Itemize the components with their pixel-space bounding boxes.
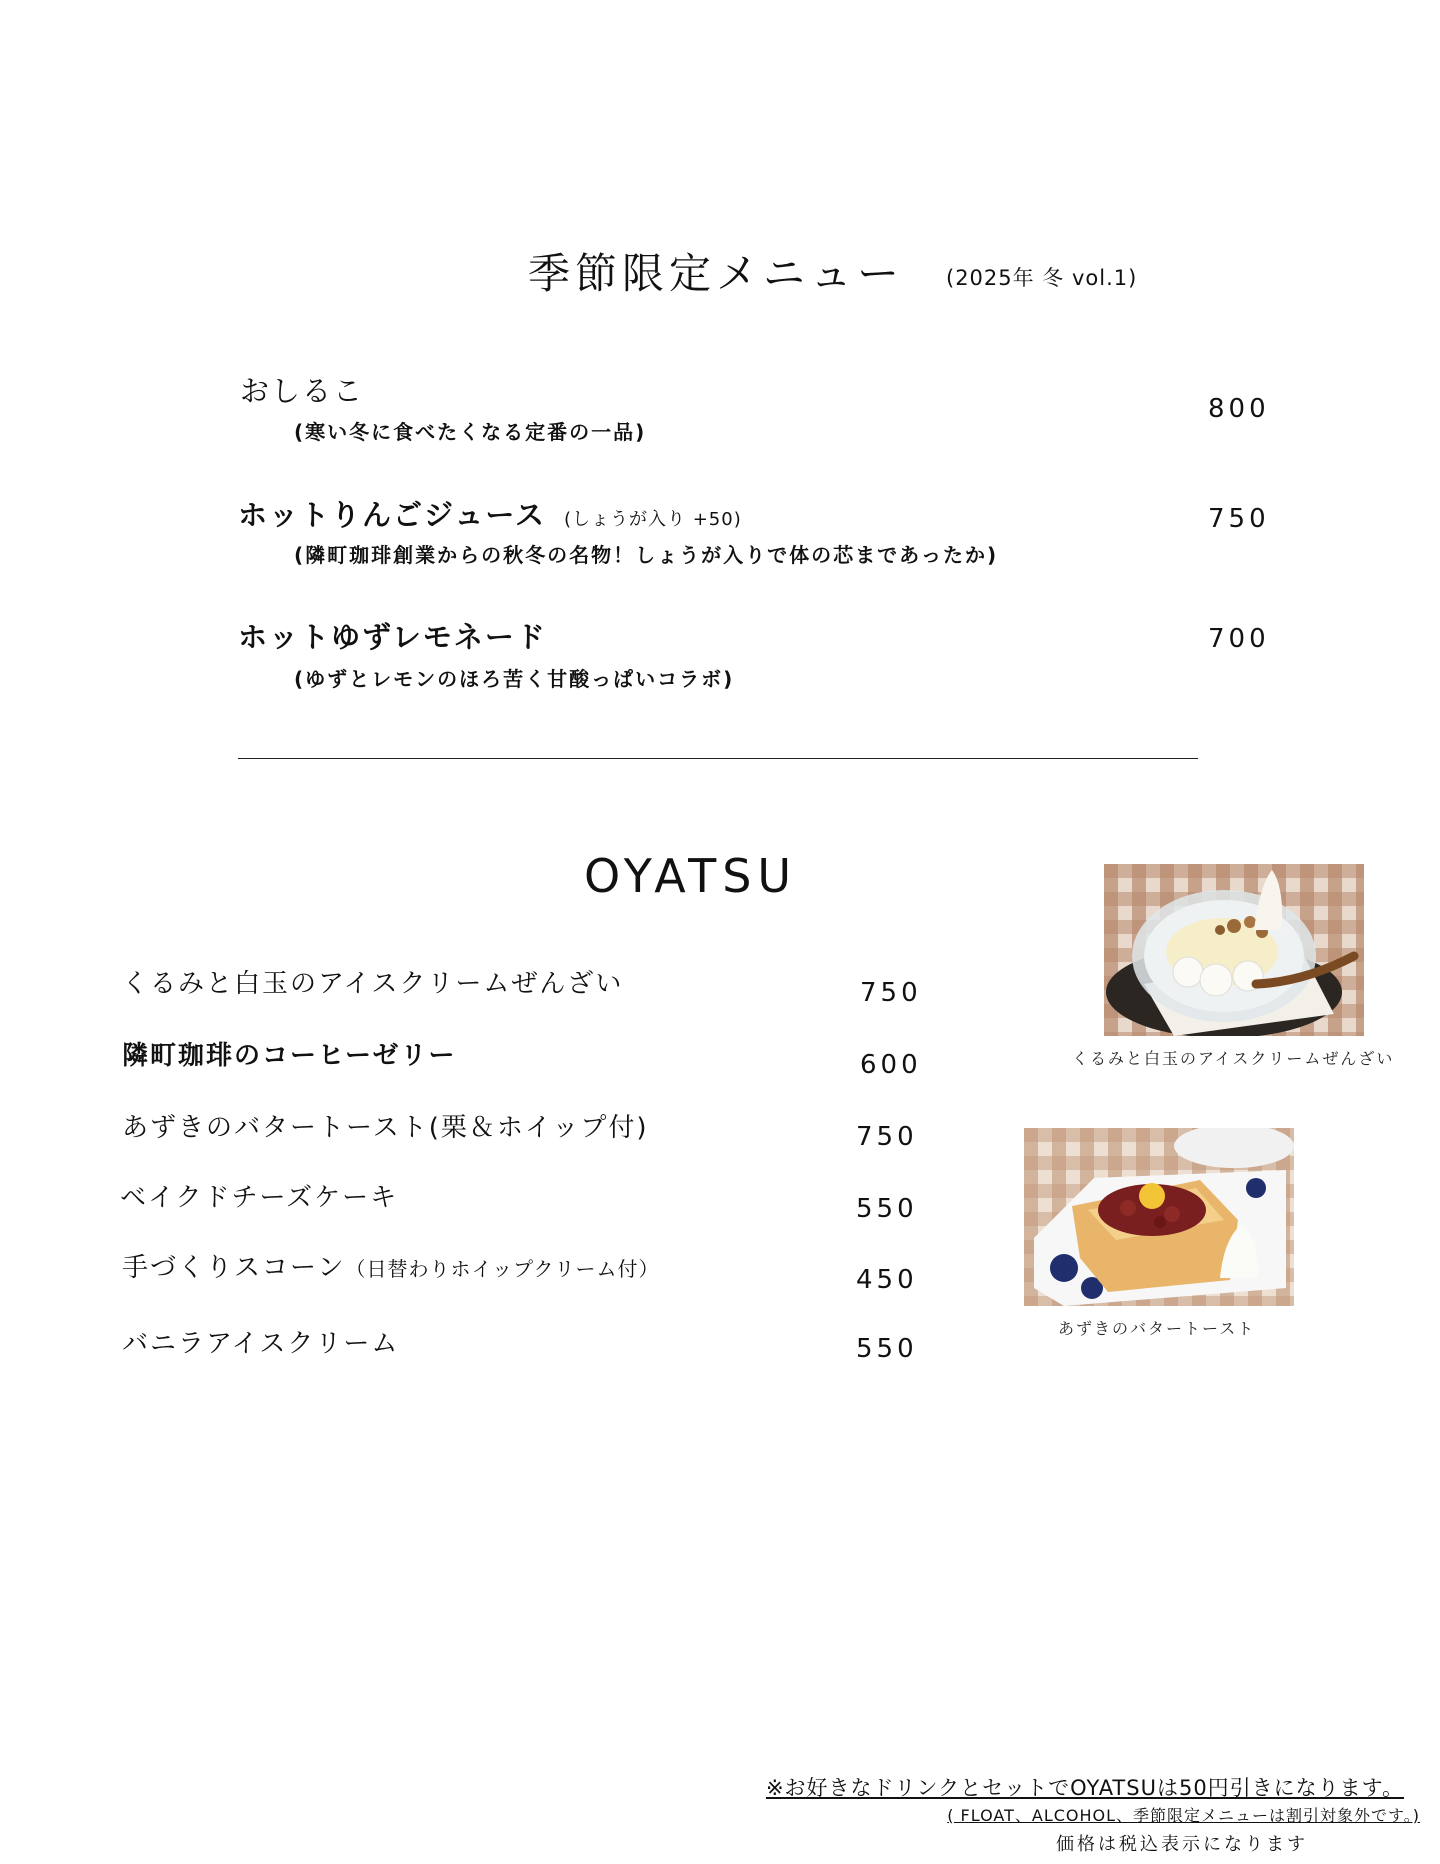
oyatsu-item-price: 750 — [856, 1122, 918, 1152]
seasonal-item-desc: (ゆずとレモンのほろ苦く甘酸っぱいコラボ) — [294, 667, 735, 691]
seasonal-item-name: ホットゆずレモネード — [238, 620, 547, 654]
discount-exclusion-note: ( FLOAT、ALCOHOL、季節限定メニューは割引対象外です。) — [947, 1806, 1420, 1825]
seasonal-item-desc: (寒い冬に食べたくなる定番の一品) — [294, 420, 647, 444]
oyatsu-item-name: ベイクドチーズケーキ — [120, 1183, 399, 1213]
seasonal-item-price: 750 — [1208, 504, 1270, 534]
seasonal-item-price: 700 — [1208, 624, 1270, 654]
set-discount-note: ※お好きなドリンクとセットでOYATSUは50円引きになります。 — [765, 1776, 1404, 1800]
oyatsu-item-price: 450 — [856, 1265, 918, 1295]
tax-included-note: 価格は税込表示になります — [1056, 1834, 1308, 1855]
oyatsu-item-price: 600 — [860, 1050, 922, 1080]
oyatsu-title: OYATSU — [584, 849, 798, 903]
toast-photo — [1024, 1128, 1294, 1306]
oyatsu-item-name: あずきのバタートースト(栗＆ホイップ付) — [122, 1113, 649, 1143]
oyatsu-item-label: 手づくりスコーン — [122, 1253, 346, 1283]
oyatsu-item-price: 550 — [856, 1194, 918, 1224]
oyatsu-item-price: 750 — [860, 978, 922, 1008]
section-divider — [238, 758, 1198, 759]
seasonal-menu-title: 季節限定メニュー — [528, 249, 905, 298]
toast-photo-caption: あずきのバタートースト — [1058, 1319, 1256, 1338]
oyatsu-item-note: （日替わりホイップクリーム付） — [345, 1257, 660, 1281]
oyatsu-item-name: バニラアイスクリーム — [122, 1329, 400, 1359]
seasonal-item-label: ホットりんごジュース — [238, 498, 546, 532]
seasonal-item-name — [238, 496, 742, 539]
zenzai-photo — [1104, 864, 1364, 1036]
oyatsu-item-price: 550 — [856, 1334, 918, 1364]
zenzai-photo-caption: くるみと白玉のアイスクリームぜんざい — [1072, 1049, 1395, 1068]
oyatsu-item-name — [122, 1250, 659, 1287]
oyatsu-item-name: くるみと白玉のアイスクリームぜんざい — [122, 969, 624, 999]
oyatsu-item-name: 隣町珈琲のコーヒーゼリー — [122, 1041, 457, 1071]
seasonal-item-price: 800 — [1208, 394, 1270, 424]
seasonal-item-name: おしるこ — [240, 374, 365, 408]
seasonal-item-desc: (隣町珈琲創業からの秋冬の名物！しょうが入りで体の芯まであったか) — [294, 543, 999, 567]
seasonal-menu-subtitle: (2025年 冬 vol.1) — [946, 266, 1138, 290]
seasonal-item-note: (しょうが入り +50) — [563, 509, 742, 530]
